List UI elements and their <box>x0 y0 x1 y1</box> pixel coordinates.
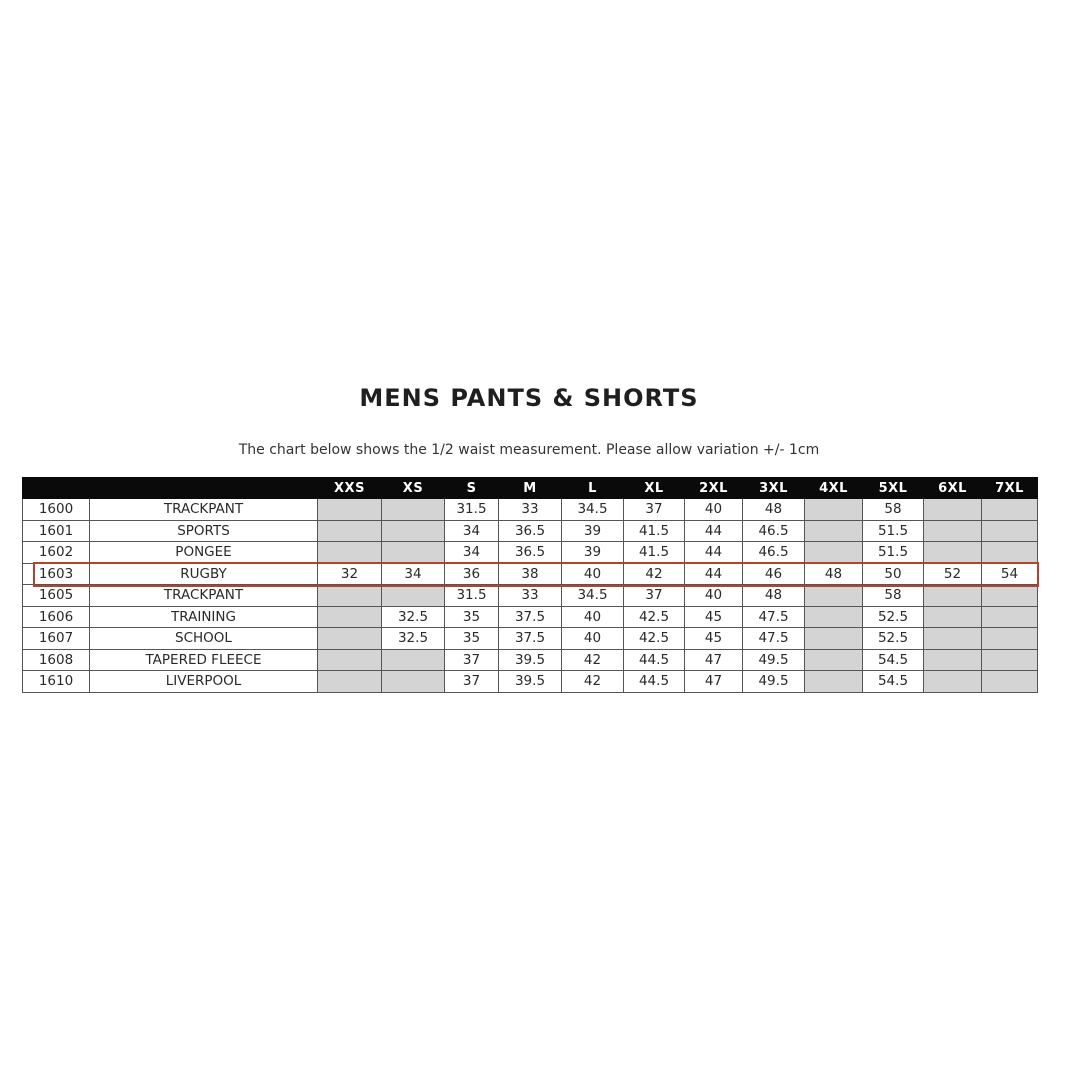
measurement-cell: 37 <box>624 585 685 607</box>
column-header: XXS <box>318 478 382 499</box>
unavailable-size-cell <box>982 542 1038 564</box>
measurement-cell: 40 <box>562 628 624 650</box>
measurement-cell: 44 <box>685 520 743 542</box>
measurement-cell: 49.5 <box>743 671 805 693</box>
measurement-cell: 41.5 <box>624 542 685 564</box>
measurement-cell: 49.5 <box>743 649 805 671</box>
measurement-cell: 52 <box>924 563 982 585</box>
unavailable-size-cell <box>382 585 445 607</box>
unavailable-size-cell <box>982 499 1038 521</box>
measurement-cell: 40 <box>562 563 624 585</box>
column-header <box>90 478 318 499</box>
unavailable-size-cell <box>382 542 445 564</box>
column-header: 5XL <box>863 478 924 499</box>
unavailable-size-cell <box>318 520 382 542</box>
unavailable-size-cell <box>982 520 1038 542</box>
measurement-cell: 42 <box>562 671 624 693</box>
measurement-cell: 39.5 <box>499 649 562 671</box>
measurement-cell: 36.5 <box>499 520 562 542</box>
measurement-cell: 45 <box>685 628 743 650</box>
measurement-cell: 46.5 <box>743 520 805 542</box>
unavailable-size-cell <box>924 585 982 607</box>
measurement-cell: 42.5 <box>624 628 685 650</box>
measurement-cell: 47 <box>685 649 743 671</box>
measurement-cell: 35 <box>445 606 499 628</box>
measurement-cell: 32 <box>318 563 382 585</box>
table-row <box>23 585 1038 607</box>
unavailable-size-cell <box>382 499 445 521</box>
measurement-cell: 37 <box>624 499 685 521</box>
product-code-cell: 1607 <box>23 628 90 650</box>
measurement-cell: 39 <box>562 520 624 542</box>
measurement-cell: 42.5 <box>624 606 685 628</box>
unavailable-size-cell <box>924 542 982 564</box>
measurement-cell: 39 <box>562 542 624 564</box>
measurement-cell: 34 <box>445 542 499 564</box>
measurement-cell: 34 <box>382 563 445 585</box>
measurement-cell: 51.5 <box>863 542 924 564</box>
measurement-cell: 54.5 <box>863 649 924 671</box>
column-header: XL <box>624 478 685 499</box>
measurement-cell: 41.5 <box>624 520 685 542</box>
unavailable-size-cell <box>805 542 863 564</box>
unavailable-size-cell <box>924 499 982 521</box>
column-header <box>23 478 90 499</box>
unavailable-size-cell <box>805 649 863 671</box>
unavailable-size-cell <box>982 585 1038 607</box>
measurement-cell: 48 <box>743 585 805 607</box>
unavailable-size-cell <box>805 628 863 650</box>
measurement-cell: 51.5 <box>863 520 924 542</box>
unavailable-size-cell <box>318 542 382 564</box>
measurement-cell: 52.5 <box>863 606 924 628</box>
table-row <box>23 649 1038 671</box>
unavailable-size-cell <box>382 520 445 542</box>
column-header: 7XL <box>982 478 1038 499</box>
unavailable-size-cell <box>924 649 982 671</box>
measurement-cell: 32.5 <box>382 606 445 628</box>
unavailable-size-cell <box>318 649 382 671</box>
unavailable-size-cell <box>318 606 382 628</box>
measurement-cell: 42 <box>562 649 624 671</box>
table-row <box>23 542 1038 564</box>
measurement-cell: 40 <box>685 585 743 607</box>
column-header: 2XL <box>685 478 743 499</box>
table-row <box>23 499 1038 521</box>
product-code-cell: 1603 <box>23 563 90 585</box>
measurement-cell: 42 <box>624 563 685 585</box>
column-header: S <box>445 478 499 499</box>
unavailable-size-cell <box>382 671 445 693</box>
measurement-cell: 40 <box>562 606 624 628</box>
measurement-cell: 37.5 <box>499 606 562 628</box>
product-name-cell: TAPERED FLEECE <box>90 649 318 671</box>
product-name-cell: PONGEE <box>90 542 318 564</box>
column-header: XS <box>382 478 445 499</box>
column-header: L <box>562 478 624 499</box>
measurement-cell: 39.5 <box>499 671 562 693</box>
measurement-cell: 58 <box>863 499 924 521</box>
table-row <box>23 520 1038 542</box>
product-code-cell: 1601 <box>23 520 90 542</box>
measurement-cell: 37 <box>445 649 499 671</box>
measurement-cell: 36.5 <box>499 542 562 564</box>
product-code-cell: 1608 <box>23 649 90 671</box>
measurement-cell: 54 <box>982 563 1038 585</box>
unavailable-size-cell <box>318 585 382 607</box>
measurement-cell: 54.5 <box>863 671 924 693</box>
measurement-cell: 38 <box>499 563 562 585</box>
measurement-cell: 40 <box>685 499 743 521</box>
measurement-cell: 46 <box>743 563 805 585</box>
unavailable-size-cell <box>982 649 1038 671</box>
table-row-highlighted <box>23 563 1038 585</box>
unavailable-size-cell <box>805 499 863 521</box>
measurement-cell: 33 <box>499 585 562 607</box>
product-name-cell: SCHOOL <box>90 628 318 650</box>
product-name-cell: TRAINING <box>90 606 318 628</box>
page-title: MENS PANTS & SHORTS <box>359 384 699 412</box>
unavailable-size-cell <box>318 671 382 693</box>
table-header-row <box>23 478 1038 499</box>
product-code-cell: 1600 <box>23 499 90 521</box>
unavailable-size-cell <box>982 671 1038 693</box>
measurement-cell: 58 <box>863 585 924 607</box>
product-code-cell: 1602 <box>23 542 90 564</box>
product-name-cell: SPORTS <box>90 520 318 542</box>
product-name-cell: RUGBY <box>90 563 318 585</box>
measurement-cell: 35 <box>445 628 499 650</box>
measurement-cell: 46.5 <box>743 542 805 564</box>
measurement-cell: 47.5 <box>743 628 805 650</box>
product-name-cell: TRACKPANT <box>90 499 318 521</box>
measurement-cell: 31.5 <box>445 585 499 607</box>
unavailable-size-cell <box>924 671 982 693</box>
page-subtitle: The chart below shows the 1/2 waist measurement. Please allow variation +/- 1cm <box>238 442 820 458</box>
column-header: 4XL <box>805 478 863 499</box>
unavailable-size-cell <box>924 606 982 628</box>
unavailable-size-cell <box>805 671 863 693</box>
measurement-cell: 47.5 <box>743 606 805 628</box>
unavailable-size-cell <box>805 606 863 628</box>
size-chart-table <box>22 477 1038 693</box>
measurement-cell: 36 <box>445 563 499 585</box>
column-header: M <box>499 478 562 499</box>
unavailable-size-cell <box>924 628 982 650</box>
measurement-cell: 37.5 <box>499 628 562 650</box>
unavailable-size-cell <box>924 520 982 542</box>
unavailable-size-cell <box>318 499 382 521</box>
table-row <box>23 671 1038 693</box>
unavailable-size-cell <box>382 649 445 671</box>
unavailable-size-cell <box>982 628 1038 650</box>
product-name-cell: TRACKPANT <box>90 585 318 607</box>
measurement-cell: 48 <box>743 499 805 521</box>
column-header: 6XL <box>924 478 982 499</box>
unavailable-size-cell <box>805 520 863 542</box>
measurement-cell: 52.5 <box>863 628 924 650</box>
measurement-cell: 37 <box>445 671 499 693</box>
table-row <box>23 606 1038 628</box>
measurement-cell: 44.5 <box>624 649 685 671</box>
measurement-cell: 44 <box>685 542 743 564</box>
measurement-cell: 47 <box>685 671 743 693</box>
measurement-cell: 31.5 <box>445 499 499 521</box>
measurement-cell: 33 <box>499 499 562 521</box>
measurement-cell: 50 <box>863 563 924 585</box>
table-row <box>23 628 1038 650</box>
product-code-cell: 1605 <box>23 585 90 607</box>
measurement-cell: 34.5 <box>562 499 624 521</box>
measurement-cell: 45 <box>685 606 743 628</box>
product-code-cell: 1606 <box>23 606 90 628</box>
product-name-cell: LIVERPOOL <box>90 671 318 693</box>
unavailable-size-cell <box>982 606 1038 628</box>
column-header: 3XL <box>743 478 805 499</box>
unavailable-size-cell <box>805 585 863 607</box>
measurement-cell: 44.5 <box>624 671 685 693</box>
unavailable-size-cell <box>318 628 382 650</box>
measurement-cell: 32.5 <box>382 628 445 650</box>
measurement-cell: 34.5 <box>562 585 624 607</box>
measurement-cell: 34 <box>445 520 499 542</box>
product-code-cell: 1610 <box>23 671 90 693</box>
measurement-cell: 44 <box>685 563 743 585</box>
measurement-cell: 48 <box>805 563 863 585</box>
